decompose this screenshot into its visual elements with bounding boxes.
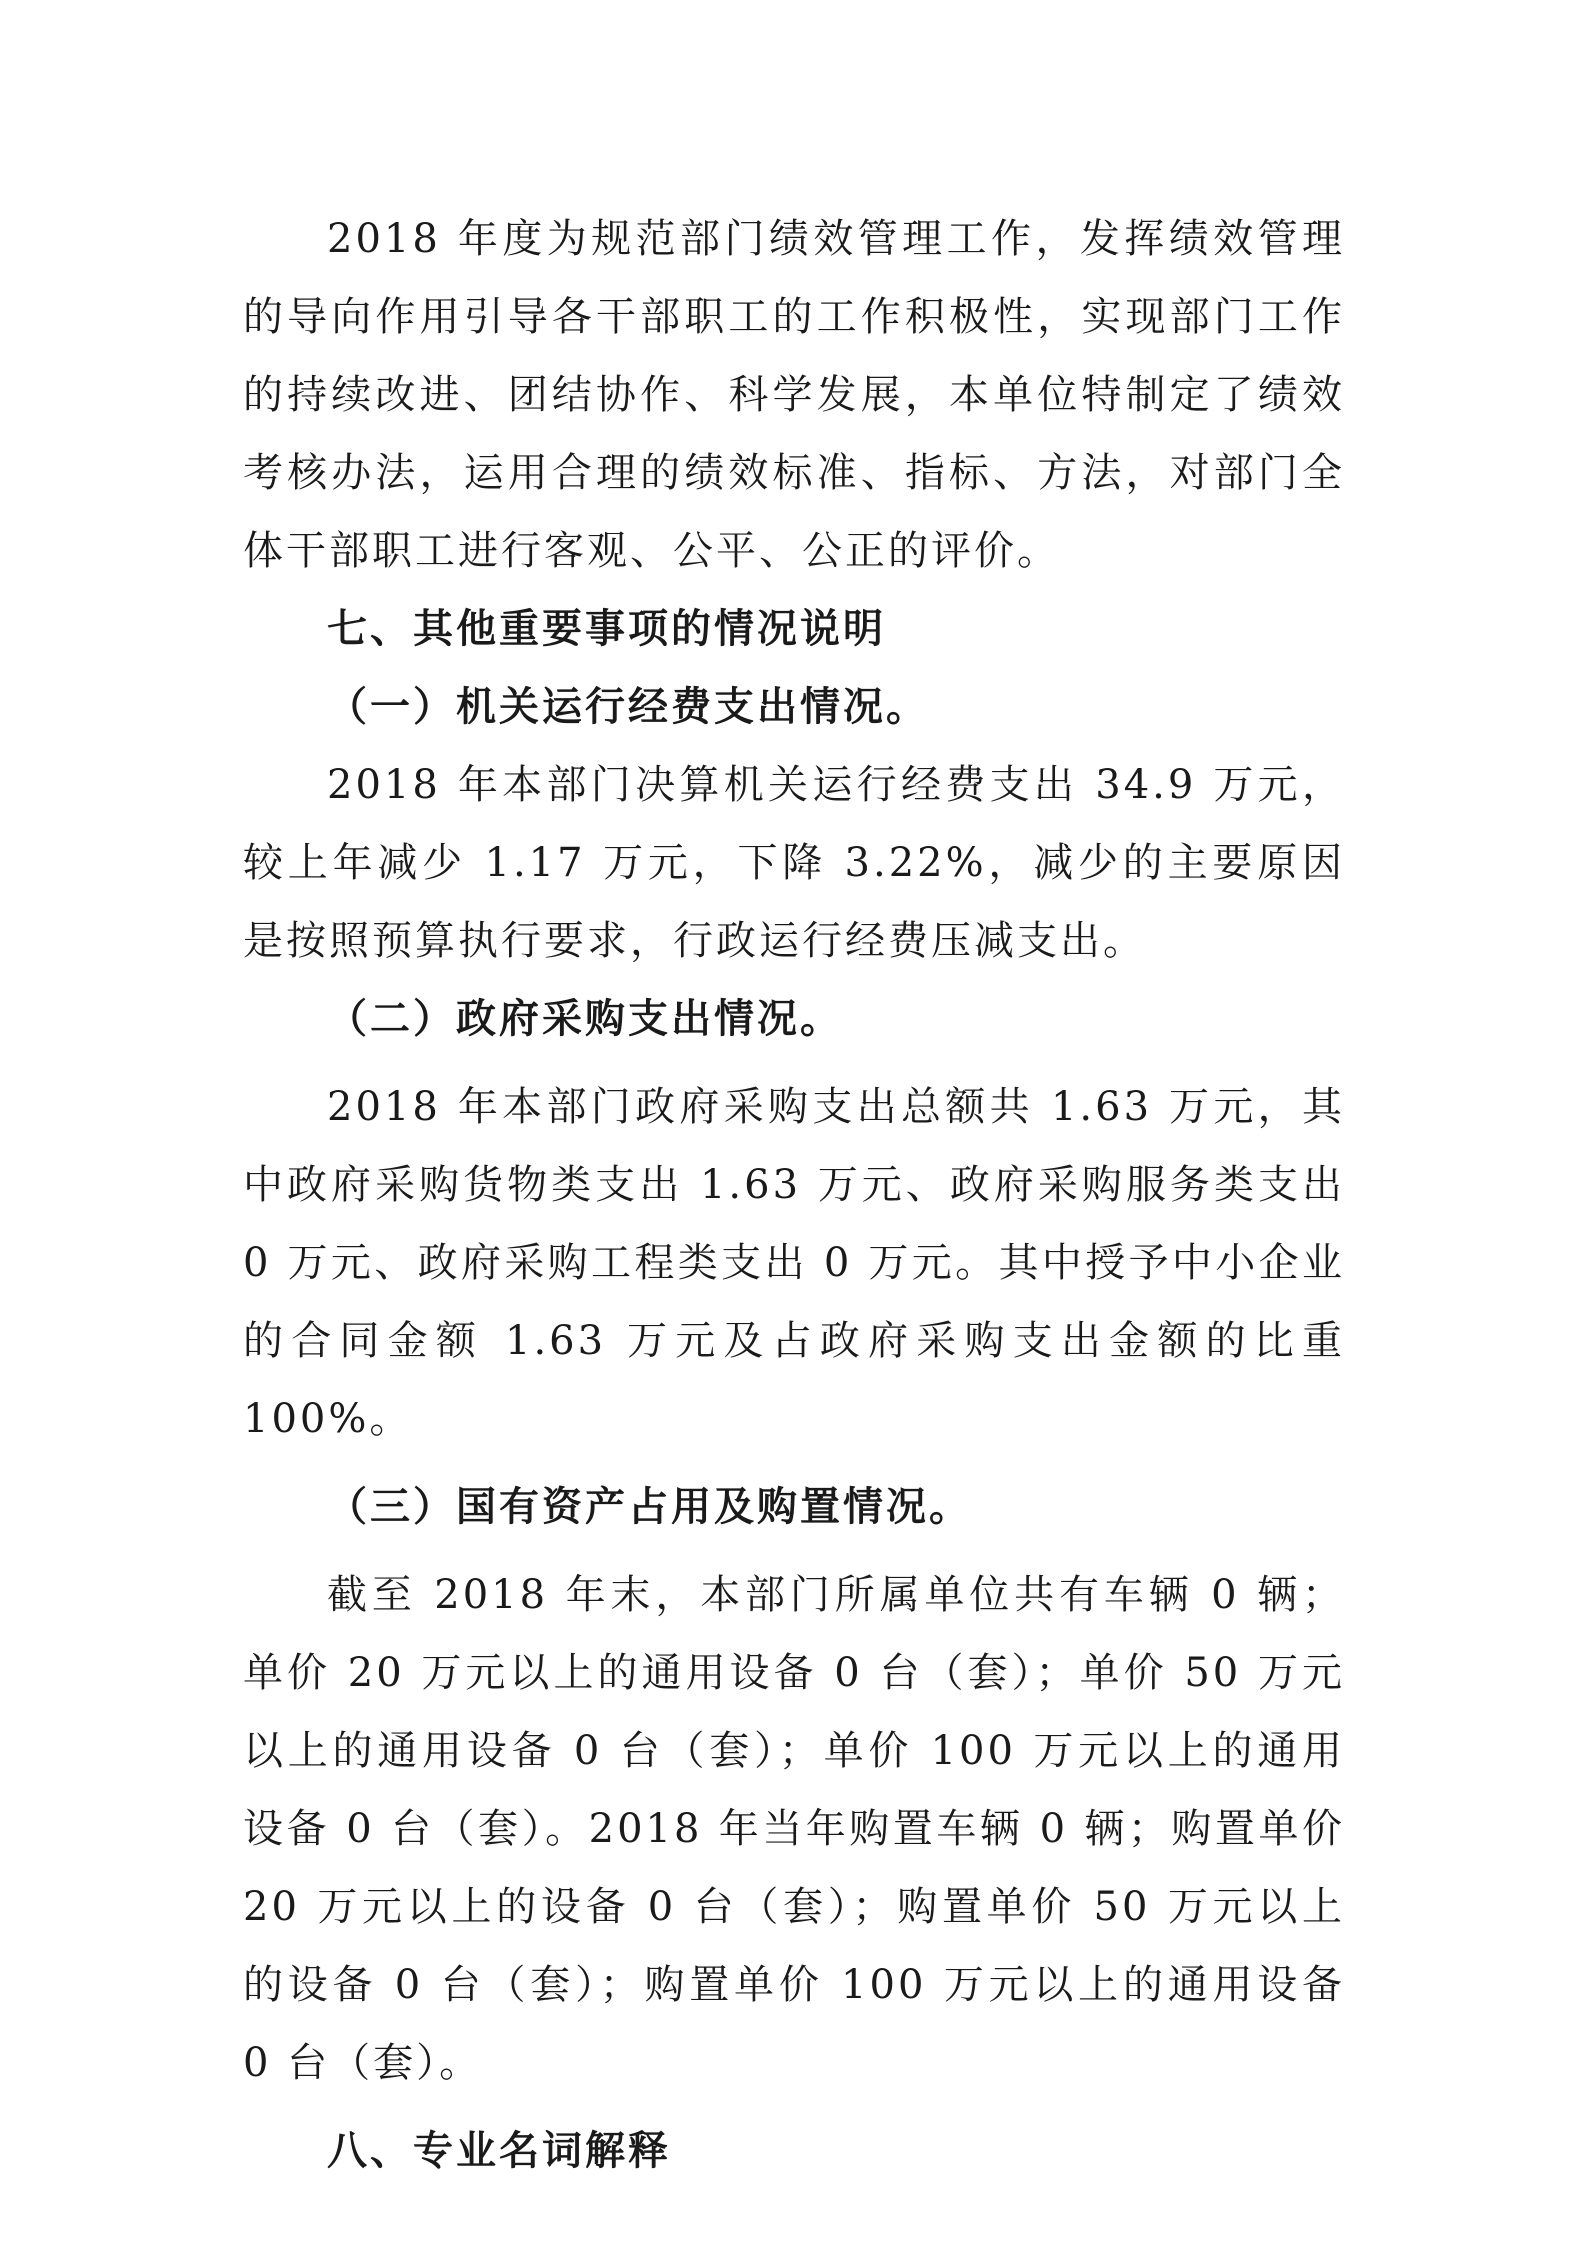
procurement-paragraph: 2018 年本部门政府采购支出总额共 1.63 万元，其中政府采购货物类支出 1.63 万元、政府采购服务类支出 0 万元、政府采购工程类支出 0 万元。其中授予中小企业的合同金额 1.63 万元及占政府采购支出金额的比重 100%。 [243, 1084, 1345, 1442]
operating-costs-paragraph: 2018 年本部门决算机关运行经费支出 34.9 万元，较上年减少 1.17 万元，下降 3.22%，减少的主要原因是按照预算执行要求，行政运行经费压减支出。 [243, 762, 1345, 964]
section-heading-8: 八、专业名词解释 [327, 2127, 671, 2174]
subsection-heading-assets: （三）国有资产占用及购置情况。 [327, 1483, 972, 1530]
subsection-heading-operating-costs: （一）机关运行经费支出情况。 [327, 683, 929, 730]
assets-paragraph: 截至 2018 年末，本部门所属单位共有车辆 0 辆；单价 20 万元以上的通用设备 0 台（套）；单价 50 万元以上的通用设备 0 台（套）；单价 100 万元以上的通用设备 0 台（套）。2018 年当年购置车辆 0 辆；购置单价 20 万元以上的设备 0 台（套）；购置单价 50 万元以上的设备 0 台（套）；购置单价 100 万元以上的通用设备 0 台（套）。 [243, 1572, 1345, 2086]
section-heading-7: 七、其他重要事项的情况说明 [327, 605, 886, 652]
document-body [243, 200, 1345, 2190]
performance-paragraph: 2018 年度为规范部门绩效管理工作，发挥绩效管理的导向作用引导各干部职工的工作积极性，实现部门工作的持续改进、团结协作、科学发展，本单位特制定了绩效考核办法，运用合理的绩效标准、指标、方法，对部门全体干部职工进行客观、公平、公正的评价。 [243, 216, 1345, 574]
subsection-heading-procurement: （二）政府采购支出情况。 [327, 995, 843, 1042]
